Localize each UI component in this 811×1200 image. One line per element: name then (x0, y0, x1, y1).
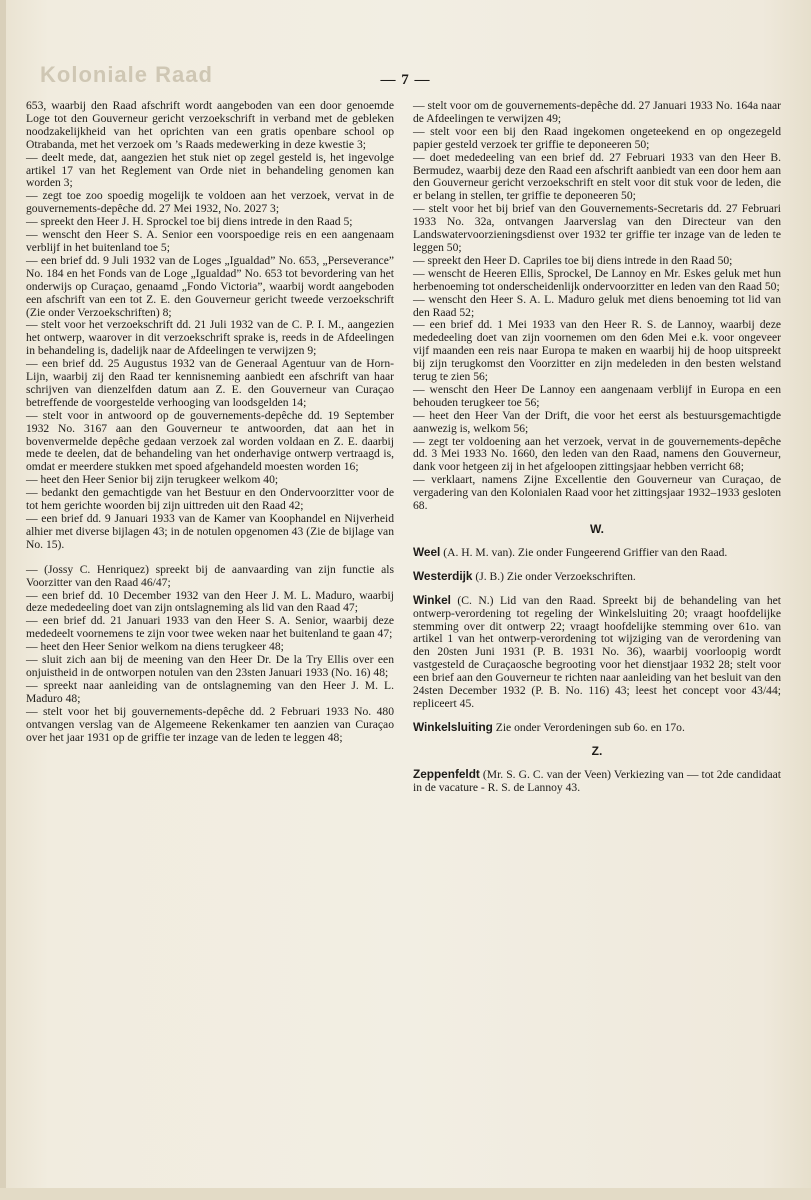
paragraph: — een brief dd. 1 Mei 1933 van den Heer R. S. de Lannoy, waarbij deze mededeeling doet van zijn voornemen om den 6den Mei e.k. voor ongeveer vijf maanden een reis naar Europa te maken en waarbij hij de hoop uitspreekt bij zijn terugkomst den Voorzitter en zijn medeleden in den besten welstand terug te zien 56; (413, 318, 781, 384)
paragraph: — heet den Heer Van der Drift, die voor het eerst als bestuursgemachtigde aanwezig is, welkom 56; (413, 408, 781, 435)
paragraph: — een brief dd. 9 Januari 1933 van de Kamer van Koophandel en Nijverheid alhier met diverse bijlagen 43; in de notulen opgenomen 43 (Zie de bijlage van No. 15). (26, 512, 394, 551)
paragraph: — verklaart, namens Zijne Excellentie den Gouverneur van Curaçao, de vergadering van den Kolonialen Raad voor het zittingsjaar 1932–1933 gesloten 68. (413, 473, 781, 513)
entry-term: Zeppenfeldt (413, 766, 480, 781)
paragraph: — zegt toe zoo spoedig mogelijk te voldoen aan het verzoek, vervat in de gouvernements-depêche dd. 27 Mei 1932, No. 2027 3; (26, 189, 394, 216)
paragraph: — heet den Heer Senior welkom na diens terugkeer 48; (26, 640, 284, 654)
paragraph: — stelt voor het verzoekschrift dd. 21 Juli 1932 van de C. P. I. M., aangezien het ontwerp, waarover in dit verzoekschrift sprake is, reeds in de Afdeelingen in behandeling is, dadelijk naar de Afdeelingen te verwijzen 9; (26, 318, 394, 358)
paragraph: — bedankt den gemachtigde van het Bestuur en den Ondervoorzitter voor de tot hem gerichte woorden bij zijn uittreden uit den Raad 42; (26, 486, 394, 513)
index-entry (413, 546, 781, 560)
index-entry (413, 768, 781, 795)
entry-term: Westerdijk (413, 568, 473, 583)
paragraph: — spreekt den Heer D. Capriles toe bij diens intrede in den Raad 50; (413, 253, 733, 267)
section-letter-z: Z. (591, 743, 603, 758)
index-entry (413, 594, 781, 711)
paragraph: — sluit zich aan bij de meening van den Heer Dr. De la Try Ellis over een onjuistheid in de ontworpen notulen van den 23sten Januari 1933 (No. 16) 48; (26, 653, 394, 679)
paragraph: — wenscht den Heer S. A. Senior een voorspoedige reis en een aangenaam verblijf in het buitenland toe 5; (26, 228, 394, 254)
entry-term: Weel (413, 544, 441, 559)
ghost-title: Koloniale Raad (40, 62, 213, 87)
entry-text: (Mr. S. G. C. van der Veen) Verkiezing van — tot 2de candidaat in de vacature - R. S. de Lannoy 43. (413, 767, 781, 794)
paragraph: — zegt ter voldoening aan het verzoek, vervat in de gouvernements-depêche dd. 3 Mei 1933 No. 1660, den leden van den Raad, namens den Gouverneur, dank voor hetgeen zij in het afgeloopen zittingsjaar hebben verricht 68; (413, 434, 781, 474)
paragraph: — heet den Heer Senior bij zijn terugkeer welkom 40; (26, 473, 279, 487)
page-bottom-edge (0, 1188, 811, 1200)
paragraph: — spreekt naar aanleiding van de ontslagneming van den Heer J. M. L. Maduro 48; (26, 678, 394, 705)
section-letter-w: W. (590, 522, 604, 536)
entry-term: Winkelsluiting (413, 719, 493, 734)
paragraph: — spreekt den Heer J. H. Sprockel toe bij diens intrede in den Raad 5; (26, 215, 353, 229)
left-column (26, 100, 394, 744)
paragraph: — stelt voor het bij gouvernements-depêche dd. 2 Februari 1933 No. 480 ontvangen verslag van de Algemeene Rekenkamer ten aanzien van Curaçao over het jaar 1931 op de griffie ter inzage van de leden te leggen 48; (26, 704, 394, 744)
index-entry (413, 721, 781, 735)
paragraph: — een brief dd. 25 Augustus 1932 van de Generaal Agentuur van de Horn-Lijn, waarbij zij den Raad ter kennisneming aanbiedt een afschrift van haar schrijven van dienzelfden datum aan Z. E. den Gouverneur van Curaçao betreffende de voorgestelde verhooging van loodsgelden 14; (26, 357, 394, 409)
paragraph: — een brief dd. 21 Januari 1933 van den Heer S. A. Senior, waarbij deze mededeelt voornemens te zijn voor twee weken naar het buitenland te gaan 47; (26, 614, 394, 641)
index-entry (413, 570, 781, 584)
paragraph: — stelt voor het bij brief van den Gouvernements-Secretaris dd. 27 Februari 1933 No. 32a, ontvangen Jaarverslag van den Directeur van den Landswatervoorzieningsdienst over 1932 ter griffie ter inzage van de leden te leggen 50; (413, 202, 781, 254)
paragraph: — stelt voor om de gouvernements-depêche dd. 27 Januari 1933 No. 164a naar de Afdeelingen te verwijzen 49; (413, 99, 781, 125)
paragraph: 653, waarbij den Raad afschrift wordt aangeboden van een door genoemde Loge tot den Gouverneur gericht verzoekschrift in verband met de gebleken noodzakelijkheid van het oprichten van een gratis openbare school op Otrabanda, met het verzoek om ’s Raads medewerking in deze kwestie 3; (26, 99, 394, 151)
paragraph: — stelt voor in antwoord op de gouvernements-depêche dd. 19 September 1932 No. 3167 aan den Gouverneur te antwoorden, dat aan het in bovenvermelde depêche gedaan verzoek zal worden voldaan en Z. E. daarbij mede te deelen, dat de behandeling van het onderhavige ontwerp vertraagd is, omdat er meerdere stukken met spoed afgehandeld moesten worden 16; (26, 408, 394, 474)
paragraph: — wenscht den Heer De Lannoy een aangenaam verblijf in Europa en een behouden terugkeer toe 56; (413, 382, 781, 409)
entry-text: Zie onder Verordeningen sub 6o. en 17o. (492, 720, 685, 734)
paragraph: — doet mededeeling van een brief dd. 27 Februari 1933 van den Heer B. Bermudez, waarbij deze den Raad een afschrift aanbiedt van een door hem aan den Gouverneur gericht verzoekschrift en stelt voor dit stuk voor de leden, die er belang in stellen, ter griffie te deponeeren 50; (413, 150, 781, 203)
paragraph: — stelt voor een bij den Raad ingekomen ongeteekend en op ongezegeld papier gesteld verzoek ter griffie te deponeeren 50; (413, 124, 781, 151)
right-column (413, 100, 781, 795)
entry-text: (C. N.) Lid van den Raad. Spreekt bij de behandeling van het ontwerp-verordening tot regeling der Winkelsluiting 20; vraagt hoofdelijke stemming over dit ontwerp 22; vraagt hoofdelijke stemming over 61o. van artikel 1 van het ontwerp-verordening tot wijziging van de verordening van den 20sten Juni 1931 (P. B. 1931 No. 36), waarbij voorloopig wordt vastgesteld de Curaçaosche begrooting voor het dienstjaar 1932 28; stelt voor een brief aan den Gouverneur te richten naar aanleiding van het besluit van den 24sten December 1932 (P. B. No. 116) 43; leest het concept voor 43/44; repliceert 45. (413, 593, 781, 710)
page-number: — 7 — (380, 72, 431, 88)
paragraph: — een brief dd. 10 December 1932 van den Heer J. M. L. Maduro, waarbij deze mededeeling doet van zijn ontslagneming als lid van den Raad 47; (26, 588, 394, 615)
entry-term: Winkel (413, 592, 451, 607)
paragraph: — een brief dd. 9 Juli 1932 van de Loges „Igualdad” No. 653, „Perseverance” No. 184 en het Fonds van de Loge „Igualdad” No. 653 tot bevordering van het onderwijs op Curaçao, genaamd „Fondo Victoria”, waarbij wordt aangeboden een afschrift van een tot Z. E. den Gouverneur gericht tweede verzoekschrift (Zie onder Verzoekschriften) 8; (26, 253, 394, 319)
paragraph: — wenscht den Heer S. A. L. Maduro geluk met diens benoeming tot lid van den Raad 52; (413, 292, 781, 319)
paragraph: — wenscht de Heeren Ellis, Sprockel, De Lannoy en Mr. Eskes geluk met hun herbenoeming tot onderscheidenlijk ondervoorzitter en leden van den Raad 50; (413, 266, 781, 293)
paragraph: — (Jossy C. Henriquez) spreekt bij de aanvaarding van zijn functie als Voorzitter van den Raad 46/47; (26, 562, 394, 589)
entry-text: (A. H. M. van). Zie onder Fungeerend Griffier van den Raad. (440, 545, 728, 559)
entry-text: (J. B.) Zie onder Verzoekschriften. (472, 569, 636, 583)
paragraph: — deelt mede, dat, aangezien het stuk niet op zegel gesteld is, het ingevolge artikel 17 van het Reglement van Orde niet in behandeling genomen kan worden 3; (26, 150, 394, 190)
